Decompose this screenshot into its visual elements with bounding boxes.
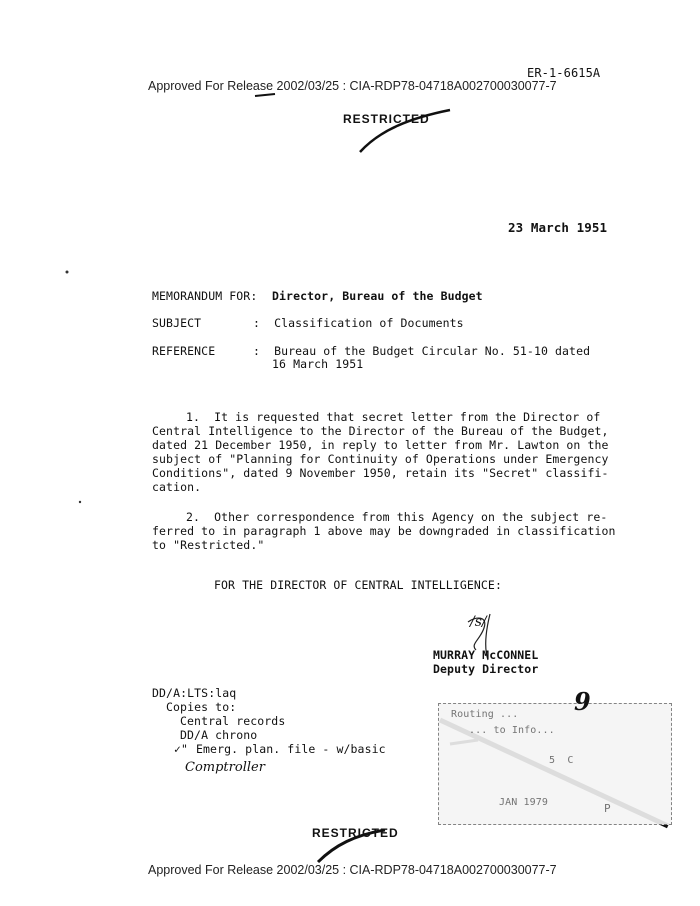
routing-note-line2: ... to Info... [469, 725, 555, 736]
signer-title: Deputy Director [433, 662, 539, 676]
copy-item-2: DD/A chrono [180, 728, 258, 742]
subject-value: : Classification of Documents [253, 316, 464, 330]
para1-line3: dated 21 December 1950, in reply to letter from Mr. Lawton on the [152, 438, 609, 452]
routing-note-overlay [438, 703, 672, 825]
routing-mark-top: 9 [574, 687, 591, 716]
handwritten-comptroller: Comptroller [185, 760, 265, 775]
copies-label: Copies to: [166, 700, 237, 714]
closing-line: FOR THE DIRECTOR OF CENTRAL INTELLIGENCE: [214, 578, 502, 592]
reference-label: REFERENCE [152, 344, 216, 358]
para1-line6: cation. [152, 480, 202, 494]
routing-note-line4: JAN 1979 [499, 797, 548, 808]
memo-date: 23 March 1951 [508, 220, 608, 235]
routing-note-mark-bottom: P [604, 802, 611, 815]
release-line-bottom: Approved For Release 2002/03/25 : CIA-RDP78-04718A002700030077-7 [148, 863, 557, 877]
subject-label: SUBJECT [152, 316, 202, 330]
para2-line3: to "Restricted." [152, 538, 265, 552]
document-number: ER-1-6615A [527, 66, 601, 80]
memo-for-value: Director, Bureau of the Budget [272, 289, 483, 303]
routing-note-line1: Routing ... [451, 709, 519, 720]
reference-initials: DD/A:LTS:laq [152, 686, 237, 700]
signature-initials: /s/ [470, 614, 487, 630]
release-line-top: Approved For Release 2002/03/25 : CIA-RDP78-04718A002700030077-7 [148, 79, 557, 93]
copy-item-3: Emerg. plan. file - w/basic [196, 742, 386, 756]
check-mark: ✓" [174, 742, 189, 756]
memo-for-label: MEMORANDUM FOR: [152, 289, 258, 303]
reference-value-line1: : Bureau of the Budget Circular No. 51-10 dated [253, 344, 591, 358]
routing-note-line3: 5 C [549, 755, 574, 766]
classification-stamp-top: RESTRICTED [343, 112, 430, 126]
para1-line5: Conditions", dated 9 November 1950, retain its "Secret" classifi- [152, 466, 609, 480]
para2-line1: 2. Other correspondence from this Agency on the subject re- [186, 510, 608, 524]
reference-value-line2: 16 March 1951 [272, 357, 364, 371]
para1-line4: subject of "Planning for Continuity of Operations under Emergency [152, 452, 609, 466]
para1-line1: 1. It is requested that secret letter from the Director of [186, 410, 601, 424]
copy-item-1: Central records [180, 714, 286, 728]
para1-line2: Central Intelligence to the Director of the Bureau of the Budget, [152, 424, 609, 438]
signer-name: MURRAY McCONNEL [433, 648, 539, 662]
para2-line2: ferred to in paragraph 1 above may be downgraded in classification [152, 524, 616, 538]
classification-stamp-bottom: RESTRICTED [312, 826, 399, 840]
